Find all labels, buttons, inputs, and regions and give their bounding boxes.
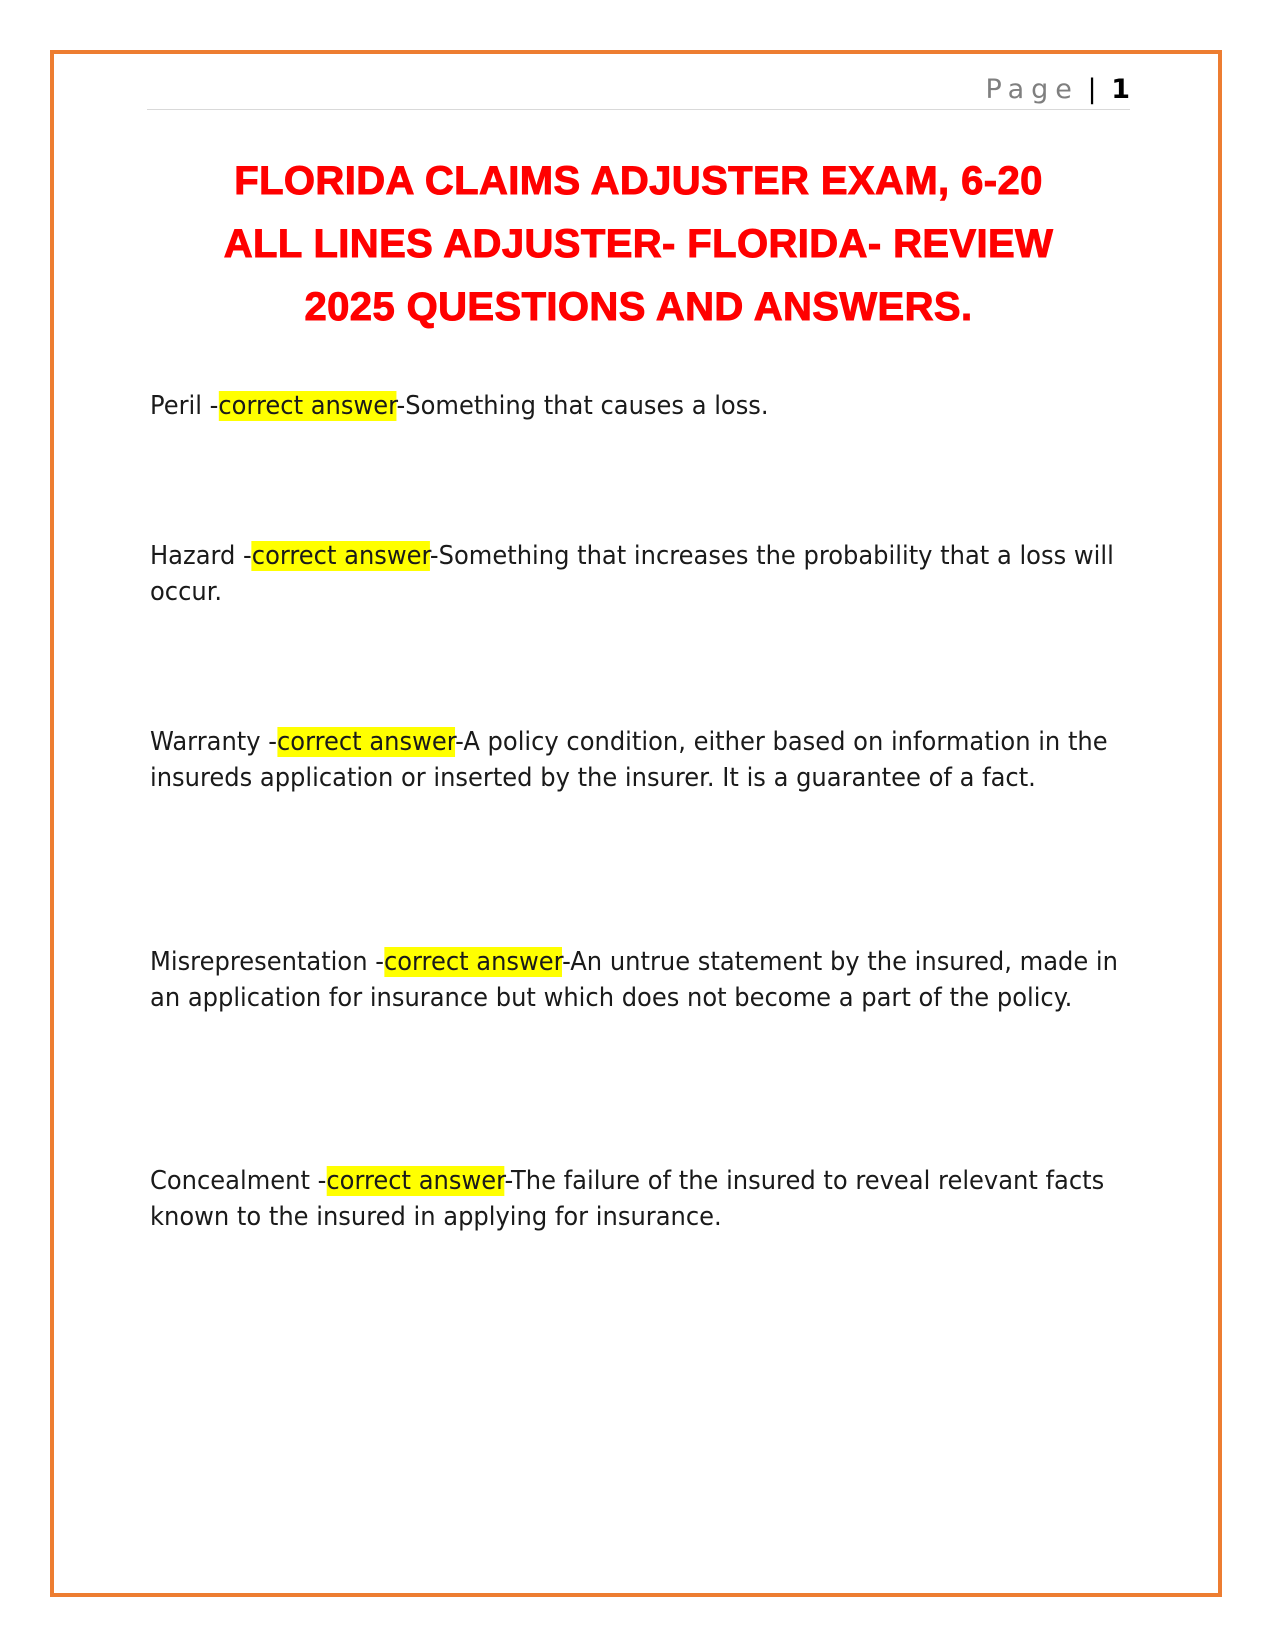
document-title bbox=[147, 150, 1130, 339]
qa-definition: -A policy condition, either based on information in the insureds application or inserted by the insurer. It is a guarantee of a fact. bbox=[150, 727, 1108, 793]
title-line-1: FLORIDA CLAIMS ADJUSTER EXAM, 6-20 bbox=[234, 159, 1043, 203]
page-label: Page bbox=[985, 74, 1079, 105]
correct-answer-marker: correct answer bbox=[251, 541, 430, 571]
qa-term: Peril - bbox=[150, 391, 219, 421]
qa-definition: -An untrue statement by the insured, made in an application for insurance but which does not become a part of the policy. bbox=[150, 947, 1118, 1013]
qa-definition: -Something that increases the probability that a loss will occur. bbox=[150, 541, 1114, 607]
qa-term: Concealment - bbox=[150, 1166, 327, 1196]
qa-definition: -The failure of the insured to reveal relevant facts known to the insured in applying for insurance. bbox=[150, 1166, 1105, 1232]
correct-answer-marker: correct answer bbox=[326, 1166, 505, 1196]
qa-item-warranty bbox=[150, 724, 1130, 796]
qa-item-misrepresentation bbox=[150, 944, 1130, 1016]
page-header bbox=[147, 70, 1130, 110]
qa-term: Misrepresentation - bbox=[150, 947, 384, 977]
page-number: 1 bbox=[1111, 74, 1130, 105]
qa-item-hazard bbox=[150, 538, 1130, 610]
qa-item-peril bbox=[150, 388, 1130, 424]
qa-term: Warranty - bbox=[150, 727, 277, 757]
qa-definition: -Something that causes a loss. bbox=[396, 391, 769, 421]
correct-answer-marker: correct answer bbox=[383, 947, 563, 977]
correct-answer-marker: correct answer bbox=[276, 727, 456, 757]
correct-answer-marker: correct answer bbox=[218, 391, 397, 421]
title-line-2: ALL LINES ADJUSTER- FLORIDA- REVIEW bbox=[223, 222, 1054, 266]
qa-item-concealment bbox=[150, 1163, 1130, 1235]
title-line-3: 2025 QUESTIONS AND ANSWERS. bbox=[304, 285, 973, 329]
qa-term: Hazard - bbox=[150, 541, 252, 571]
page-separator: | bbox=[1087, 74, 1097, 105]
